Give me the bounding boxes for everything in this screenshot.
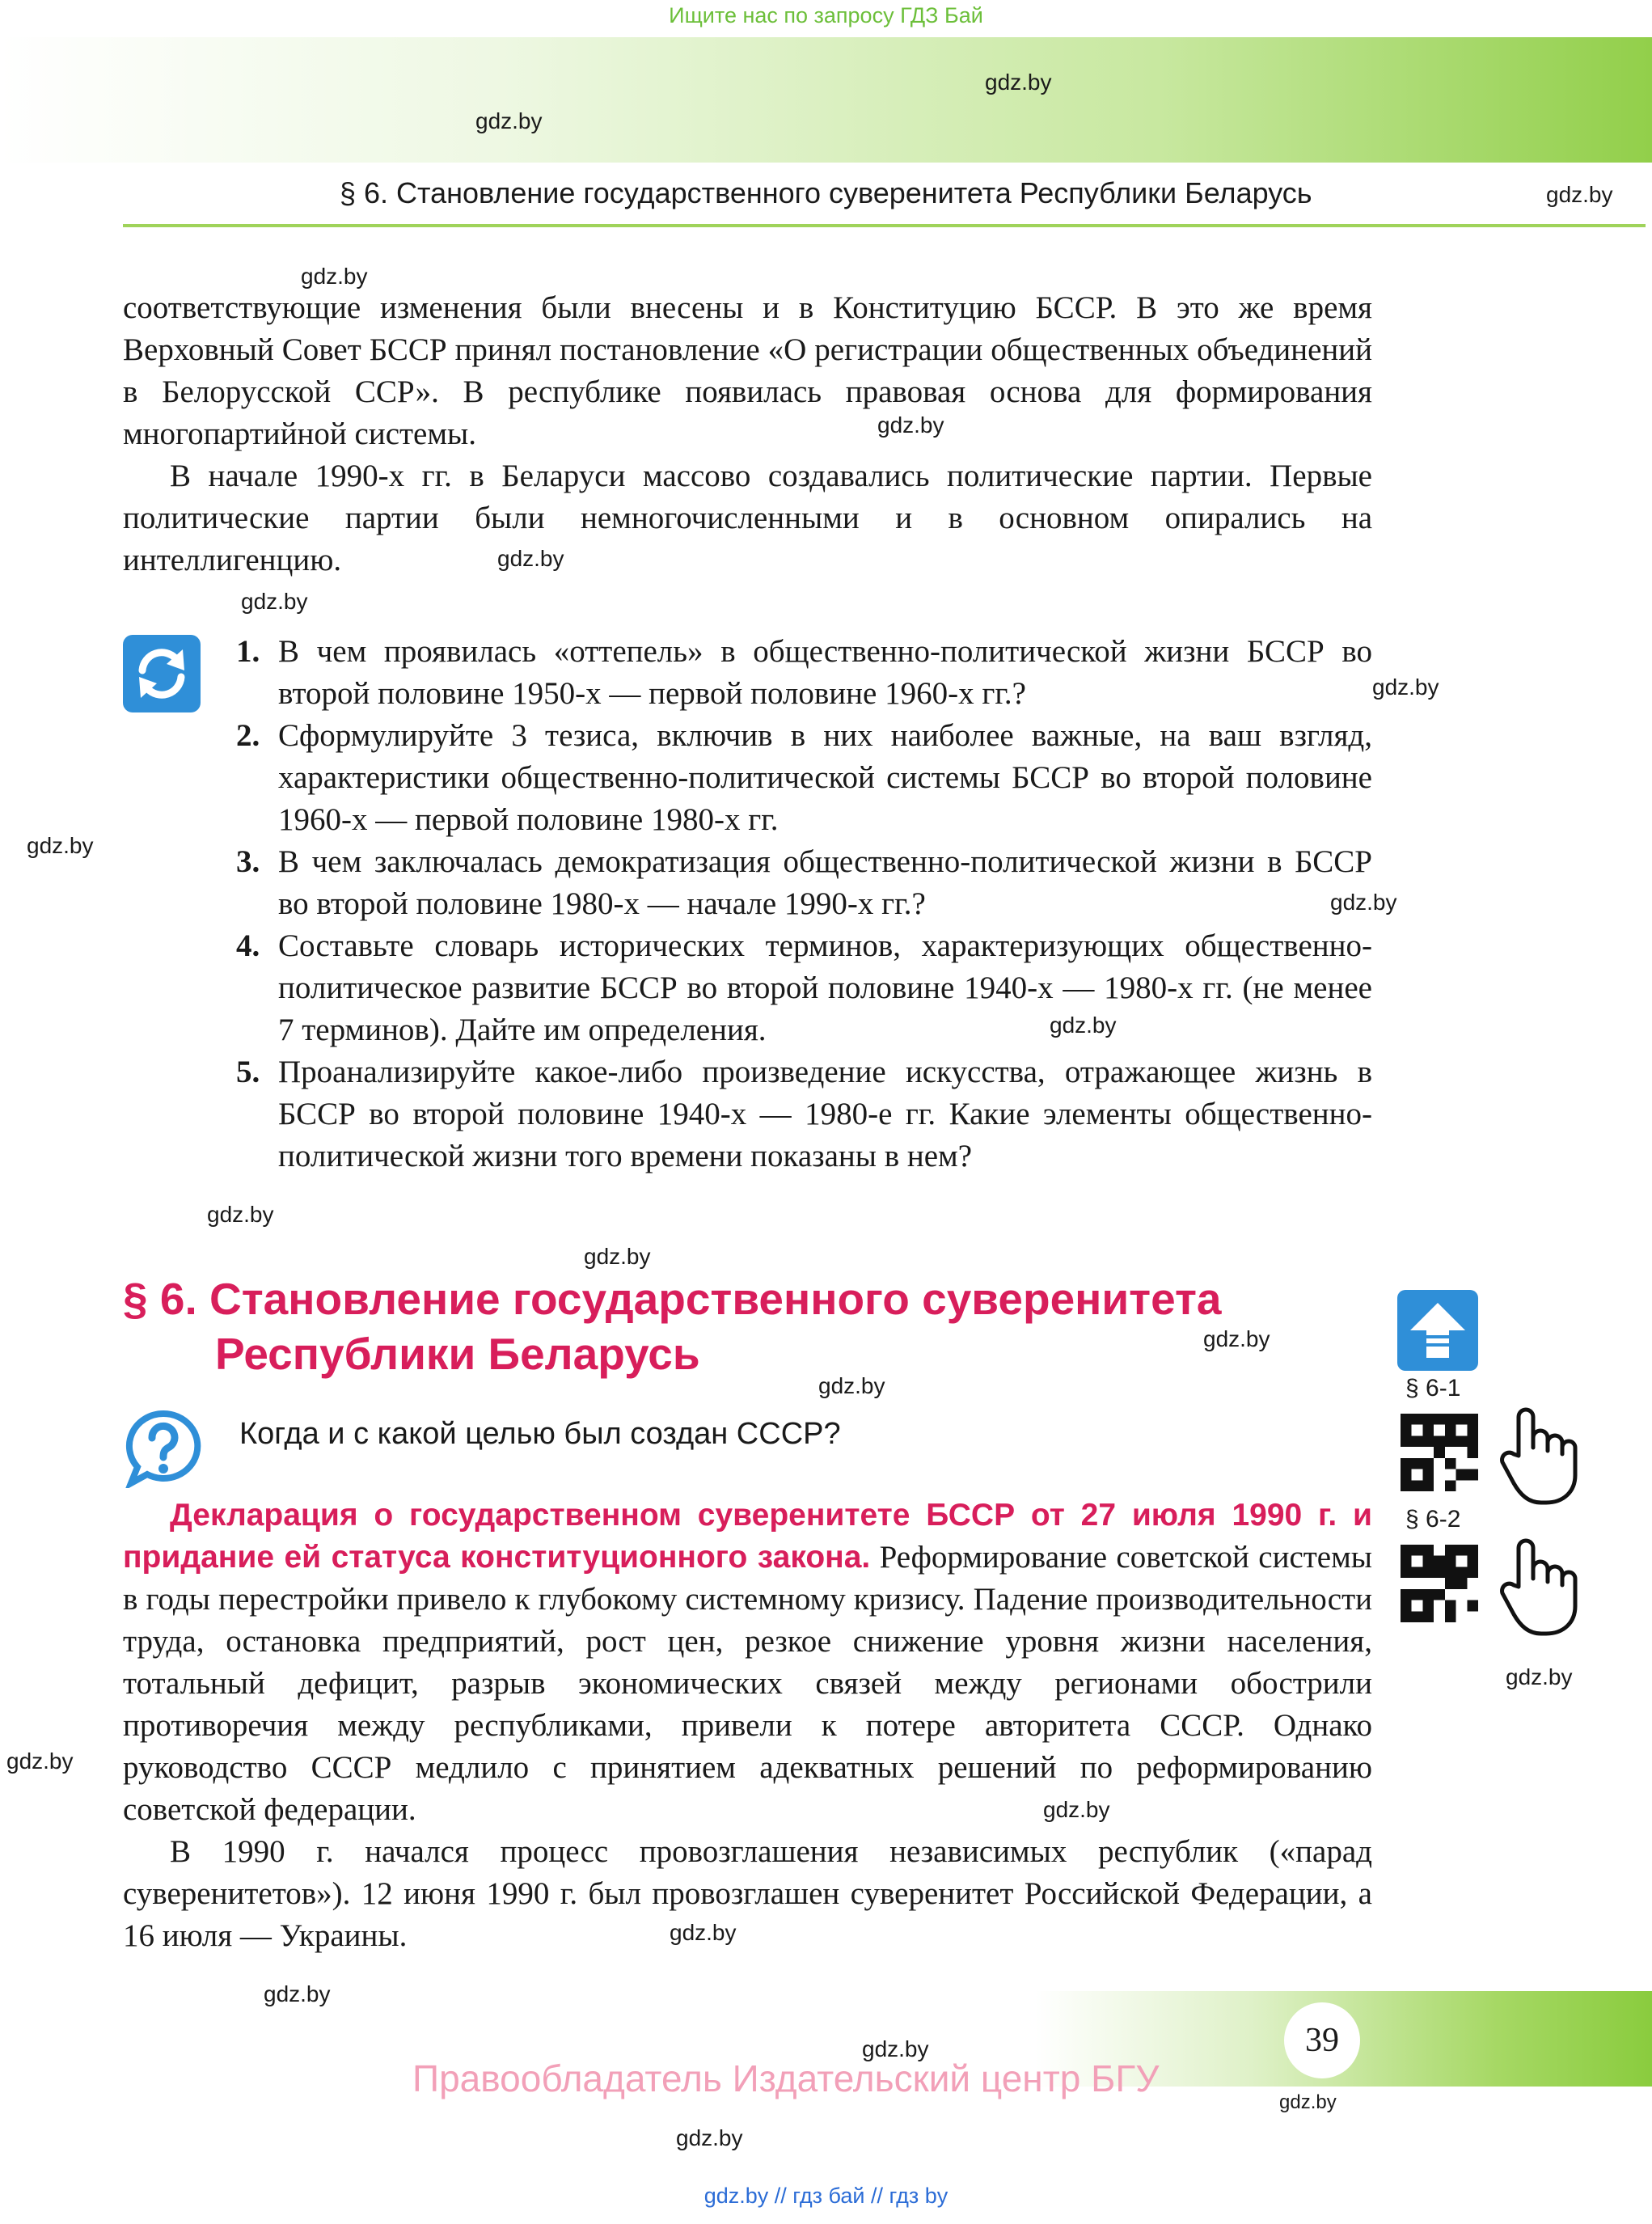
page-number: 39 <box>1284 2002 1360 2078</box>
watermark: gdz.by <box>985 70 1052 95</box>
question-item: 1. В чем проявилась «оттепель» в общественно-политической жизни БССР во второй половине 1950-х — первой половине 1960-х гг.? <box>236 634 1372 711</box>
declaration-text: Реформирование советской системы в годы перестройки привело к глубокому системному кризису. Падение производительности труда, остановка предприятий, рост цен, резкое снижение уровня жизни населения, тотальный дефицит, разрыв экономических связей между регионами обострили противоречия между республиками, привели к потере авторитета СССР. Однако руководство СССР медлило с принятием адекватных решений по реформированию советской федерации. <box>123 1540 1372 1827</box>
refresh-icon <box>123 635 201 712</box>
watermark: gdz.by <box>27 833 94 858</box>
watermark: gdz.by <box>1043 1797 1110 1822</box>
question-item: 5. Проанализируйте какое-либо произведение искусства, отражающее жизнь в БССР во второй половине 1940-х — 1980-е гг. Какие элементы общественно-политической жизни того времени показаны в нем? <box>236 1055 1372 1173</box>
rights-holder: Правообладатель Издательский центр БГУ <box>412 2057 1160 2099</box>
question-item: 4. Составьте словарь исторических терминов, характеризующих общественно-политическое развитие БССР во второй половине 1940-х — 1980-х гг. (не менее 7 терминов). Дайте им определения. <box>236 928 1372 1047</box>
watermark: gdz.by <box>207 1202 274 1227</box>
watermark: gdz.by <box>877 412 944 438</box>
intro-question: Когда и с какой целью был создан СССР? <box>239 1417 841 1451</box>
review-questions <box>236 631 1372 1178</box>
declaration-heading: Декларация о государственном суверенитете БССР от 27 июля 1990 г. и придание ей статуса конституционного закона. <box>123 1498 1372 1575</box>
watermark: gdz.by <box>862 2036 929 2061</box>
qr-code-icon[interactable] <box>1401 1545 1478 1622</box>
question-item: 2. Сформулируйте 3 тезиса, включив в них наиболее важные, на ваш взгляд, характеристики общественно-политической системы БССР во второй половине 1960-х — первой половине 1980-х гг. <box>236 718 1372 837</box>
running-head: § 6. Становление государственного суверенитета Республики Беларусь <box>340 176 1312 209</box>
watermark: gdz.by <box>264 1981 331 2006</box>
up-arrow-icon[interactable] <box>1397 1290 1478 1371</box>
paragraph: В начале 1990-х гг. в Беларуси массово создавались политические партии. Первые политические партии были немногочисленными и в основном опирались на интеллигенцию. <box>123 459 1372 577</box>
side-link-label[interactable]: § 6-1 <box>1405 1375 1461 1402</box>
watermark: gdz.by <box>6 1748 74 1774</box>
watermark: gdz.by <box>1546 182 1613 207</box>
pointing-hand-icon <box>1494 1406 1583 1507</box>
watermark: gdz.by <box>676 2125 743 2150</box>
watermark: gdz.by <box>475 108 543 133</box>
section-title-line2: Республики Беларусь <box>215 1329 700 1379</box>
watermark: gdz.by <box>818 1373 885 1398</box>
watermark: gdz.by <box>1330 890 1397 915</box>
footer-links[interactable]: gdz.by // гдз бай // гдз by <box>703 2184 949 2208</box>
declaration-paragraph <box>123 1495 1372 1831</box>
watermark: gdz.by <box>1050 1013 1117 1038</box>
watermark: gdz.by <box>1372 674 1439 700</box>
watermark: gdz.by <box>301 264 368 289</box>
watermark: gdz.by <box>584 1244 651 1269</box>
section-title <box>123 1271 1222 1381</box>
watermark: gdz.by <box>241 589 308 614</box>
watermark: gdz.by <box>1506 1664 1573 1689</box>
header-divider <box>123 224 1646 227</box>
paragraph: соответствующие изменения были внесены и в Конституцию БССР. В это же время Верховный Совет БССР принял постановление «О регистрации общественных объединений в Белорусской ССР». В республике появилась правовая основа для формирования многопартийной системы. <box>123 290 1372 451</box>
section-title-line1: § 6. Становление государственного суверенитета <box>123 1274 1222 1324</box>
qr-code-icon[interactable] <box>1401 1414 1478 1491</box>
watermark: gdz.by <box>670 1920 737 1945</box>
top-note: Ищите нас по запросу ГДЗ Бай <box>669 3 983 27</box>
pointing-hand-icon <box>1494 1537 1583 1638</box>
question-item: 3. В чем заключалась демократизация общественно-политической жизни в БССР во второй половине 1980-х — начале 1990-х гг.? <box>236 844 1372 921</box>
header-band <box>0 37 1652 163</box>
side-link-label[interactable]: § 6-2 <box>1405 1506 1461 1533</box>
watermark: gdz.by <box>1279 2091 1337 2113</box>
question-bubble-icon <box>123 1407 204 1488</box>
paragraph: В 1990 г. начался процесс провозглашения независимых республик («парад суверенитетов»). 12 июня 1990 г. был провозглашен суверенитет Российской Федерации, а 16 июля — Украины. <box>123 1834 1372 1953</box>
watermark: gdz.by <box>1203 1326 1270 1351</box>
watermark: gdz.by <box>497 546 564 571</box>
